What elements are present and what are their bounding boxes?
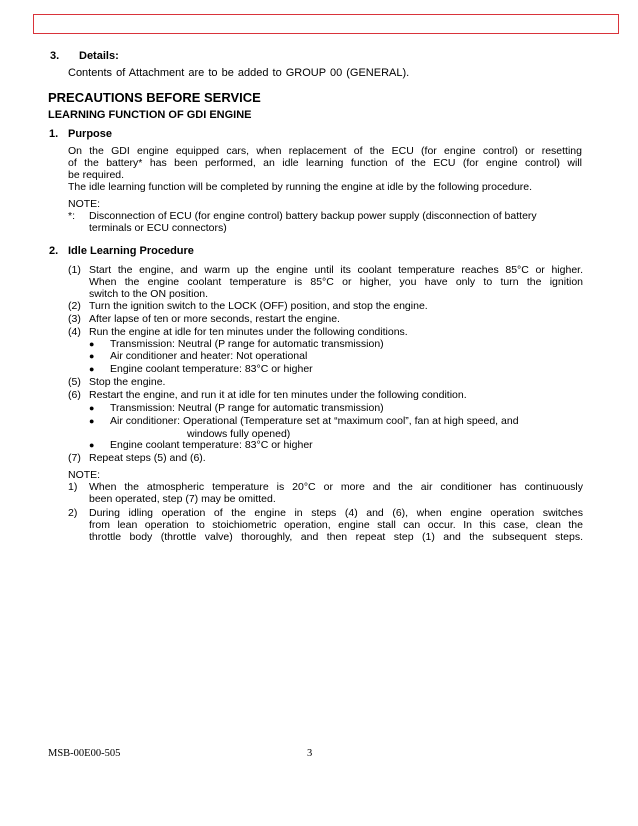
condition-item: Engine coolant temperature: 83°C or higher xyxy=(110,363,313,375)
step-text: Start the engine, and warm up the engine until its coolant temperature reaches 85°C or higher. xyxy=(89,264,583,276)
purpose-number: 1. xyxy=(49,128,59,140)
condition-item: Air conditioner: Operational (Temperature set at “maximum cool”, fan at high speed, and xyxy=(110,415,519,427)
bullet-icon: ● xyxy=(89,339,95,349)
footer-doc-id: MSB-00E00-505 xyxy=(48,748,121,759)
step-text: After lapse of ten or more seconds, restart the engine. xyxy=(89,313,340,325)
purpose-note-label: NOTE: xyxy=(68,198,101,210)
note-text: When the atmospheric temperature is 20°C or more and the air conditioner has continuously xyxy=(89,481,583,493)
note-number: 2) xyxy=(68,507,78,519)
step-number: (5) xyxy=(68,376,81,388)
condition-item: Transmission: Neutral (P range for automatic transmission) xyxy=(110,338,384,350)
note-text: During idling operation of the engine in steps (4) and (6), when engine operation switches xyxy=(89,507,583,519)
header-box xyxy=(33,14,619,34)
step-number: (4) xyxy=(68,326,81,338)
bullet-icon: ● xyxy=(89,351,95,361)
note-number: 1) xyxy=(68,481,78,493)
step-number: (7) xyxy=(68,452,81,464)
purpose-note-mark: *: xyxy=(68,210,76,222)
step-text: switch to the ON position. xyxy=(89,288,209,300)
idle-number: 2. xyxy=(49,245,59,257)
purpose-note-line: terminals or ECU connectors) xyxy=(89,222,227,234)
bullet-icon: ● xyxy=(89,440,95,450)
condition-item: Air conditioner and heater: Not operational xyxy=(110,350,308,362)
learning-heading: LEARNING FUNCTION OF GDI ENGINE xyxy=(48,109,252,121)
footer-page-number: 3 xyxy=(307,748,313,759)
step-text: Run the engine at idle for ten minutes under the following conditions. xyxy=(89,326,408,338)
step-text: Stop the engine. xyxy=(89,376,166,388)
purpose-title: Purpose xyxy=(68,128,113,140)
bullet-icon: ● xyxy=(89,416,95,426)
note-text: been operated, step (7) may be omitted. xyxy=(89,493,276,505)
condition-item: Transmission: Neutral (P range for automatic transmission) xyxy=(110,402,384,414)
step-number: (2) xyxy=(68,300,81,312)
purpose-line: The idle learning function will be completed by running the engine at idle by the following procedure. xyxy=(68,181,533,193)
precautions-heading: PRECAUTIONS BEFORE SERVICE xyxy=(48,90,261,105)
purpose-line: be required. xyxy=(68,169,125,181)
note-text: from lean operation to stoichiometric operation, engine stall can occur. In this case, clean the xyxy=(89,519,583,531)
details-title: Details: xyxy=(79,50,119,62)
details-text: Contents of Attachment are to be added to GROUP 00 (GENERAL). xyxy=(68,67,410,79)
purpose-note-line: Disconnection of ECU (for engine control) battery backup power supply (disconnection of battery xyxy=(89,210,537,222)
purpose-line: On the GDI engine equipped cars, when replacement of the ECU (for engine control) or resetting xyxy=(68,145,582,157)
condition-item-continuation: windows fully opened) xyxy=(187,428,291,440)
step-number: (1) xyxy=(68,264,81,276)
idle-note-label: NOTE: xyxy=(68,469,101,481)
note-text: throttle body (throttle valve) thoroughly, and then repeat step (1) and the subsequent steps. xyxy=(89,531,583,543)
purpose-line: of the battery* has been performed, an idle learning function of the ECU (for engine control) will xyxy=(68,157,582,169)
step-text: Restart the engine, and run it at idle for ten minutes under the following condition. xyxy=(89,389,467,401)
bullet-icon: ● xyxy=(89,364,95,374)
step-number: (6) xyxy=(68,389,81,401)
condition-item: Engine coolant temperature: 83°C or higher xyxy=(110,439,313,451)
step-text: Repeat steps (5) and (6). xyxy=(89,452,206,464)
details-number: 3. xyxy=(50,50,60,62)
bullet-icon: ● xyxy=(89,403,95,413)
step-text: Turn the ignition switch to the LOCK (OFF) position, and stop the engine. xyxy=(89,300,428,312)
idle-title: Idle Learning Procedure xyxy=(68,245,194,257)
step-text: When the engine coolant temperature is 85°C or higher, you have only to turn the ignition xyxy=(89,276,583,288)
step-number: (3) xyxy=(68,313,81,325)
